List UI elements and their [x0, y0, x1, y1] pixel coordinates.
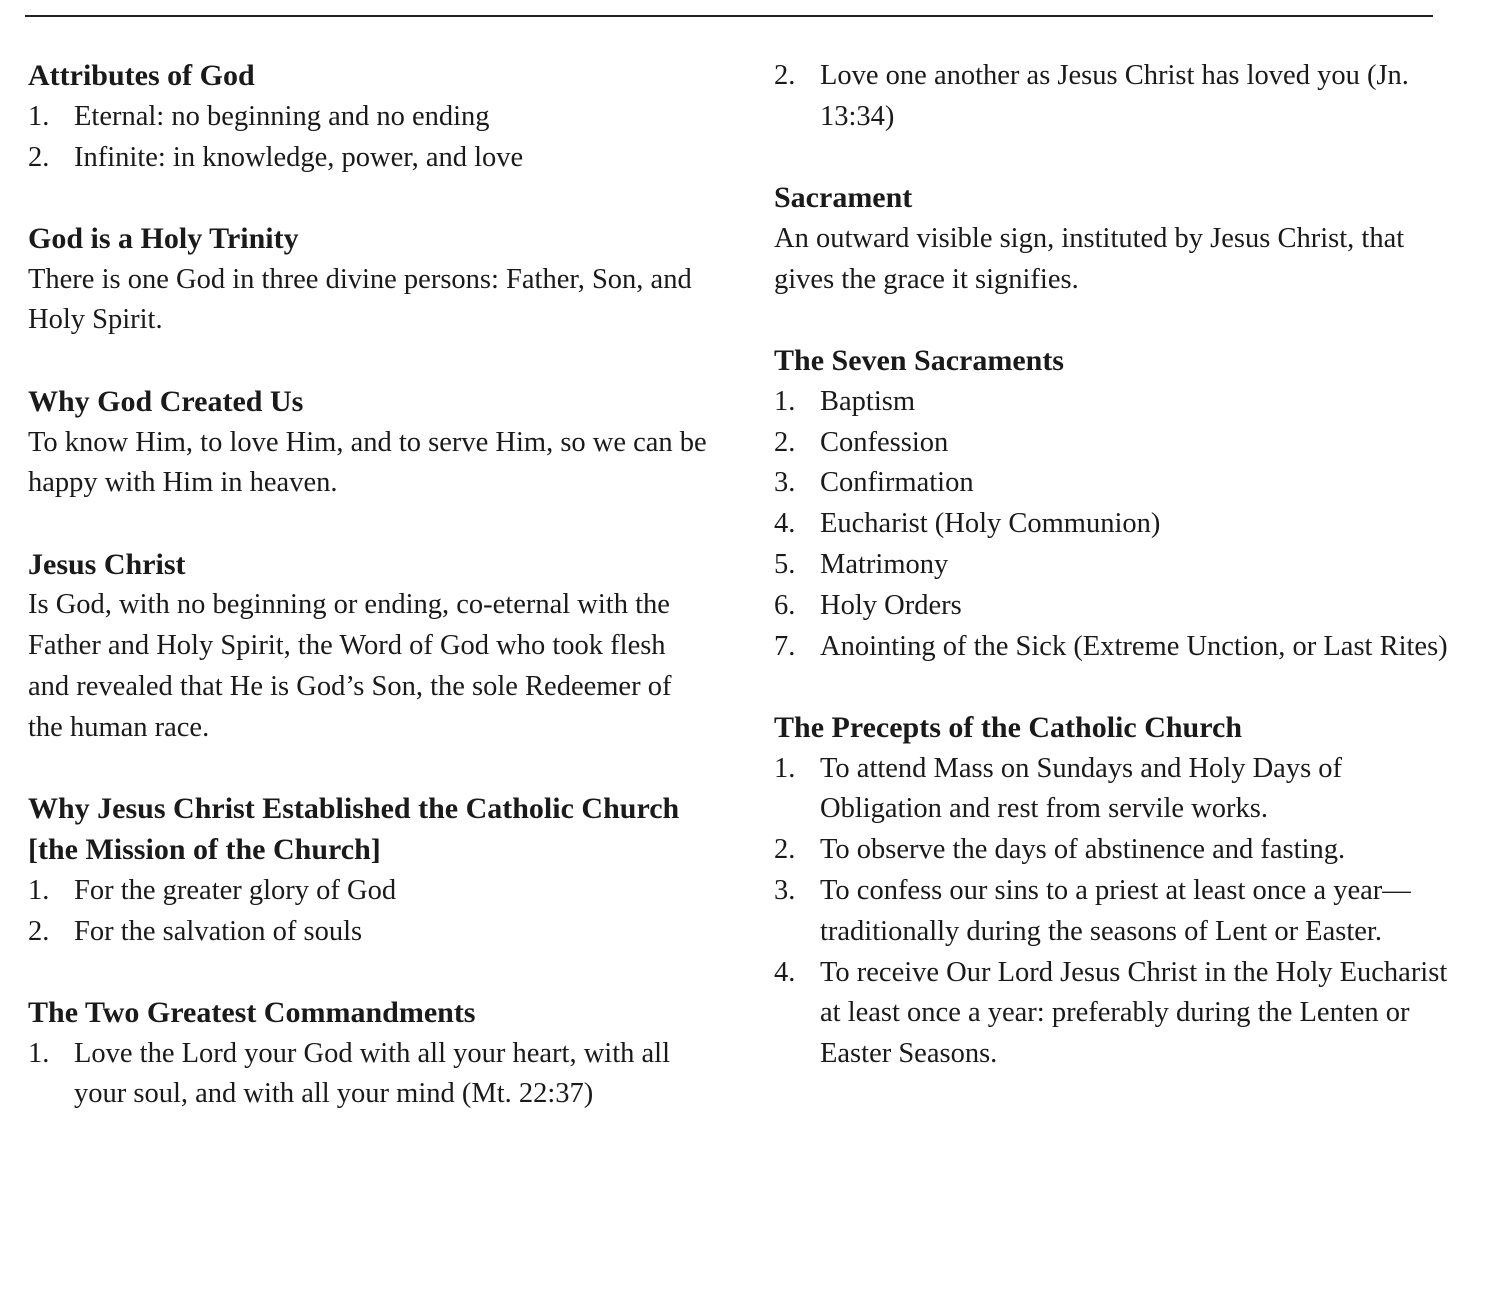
- section-sacrament: [774, 178, 1454, 300]
- list-text: Confession: [820, 426, 949, 458]
- list-text: Infinite: in knowledge, power, and love: [74, 141, 524, 173]
- top-rule: [25, 15, 1433, 17]
- list-text: To receive Our Lord Jesus Christ in the Holy Eucharist at least once a year: preferably during the Lenten or Easter Seasons.: [820, 956, 1448, 1070]
- section-body: To know Him, to love Him, and to serve Him, so we can be happy with Him in heaven.: [28, 426, 707, 499]
- list-text: For the greater glory of God: [74, 874, 397, 906]
- list-number: 2.: [774, 60, 796, 91]
- list-number: 2.: [774, 834, 796, 866]
- list-text: To confess our sins to a priest at least once a year—traditionally during the seasons of Lent or Easter.: [820, 875, 1411, 947]
- numbered-list: [774, 382, 1454, 668]
- section-heading: The Two Greatest Commandments: [28, 995, 476, 1029]
- list-number: 7.: [774, 630, 796, 662]
- section-heading: God is a Holy Trinity: [28, 221, 299, 255]
- section-holy-trinity: [28, 219, 708, 341]
- numbered-list: [774, 56, 1454, 138]
- list-item: [28, 912, 708, 953]
- list-number: 4.: [774, 956, 796, 988]
- section-heading: Why God Created Us: [28, 384, 304, 418]
- section-mission-of-church: [28, 789, 708, 952]
- list-item: [774, 423, 1454, 464]
- list-item: [28, 138, 708, 179]
- list-number: 4.: [774, 508, 796, 540]
- list-number: 1.: [28, 100, 50, 132]
- section-body: An outward visible sign, instituted by Jesus Christ, that gives the grace it signifies.: [774, 222, 1405, 295]
- section-commandments-continued: [774, 56, 1454, 138]
- list-item: [774, 586, 1454, 627]
- right-column: [774, 56, 1454, 1116]
- list-text: Love one another as Jesus Christ has loved you (Jn. 13:34): [820, 60, 1409, 132]
- list-number: 2.: [774, 426, 796, 458]
- list-item: [774, 504, 1454, 545]
- section-heading: Sacrament: [774, 181, 913, 215]
- list-item: [774, 830, 1454, 871]
- list-number: 1.: [774, 752, 796, 784]
- list-text: Eternal: no beginning and no ending: [74, 100, 490, 132]
- list-text: For the salvation of souls: [74, 915, 363, 947]
- list-item: [774, 545, 1454, 586]
- list-item: [774, 871, 1454, 953]
- numbered-list: [774, 749, 1454, 1075]
- list-number: 1.: [28, 874, 50, 906]
- list-item: [28, 871, 708, 912]
- left-column: [28, 56, 708, 1156]
- list-item: [774, 953, 1454, 1075]
- section-seven-sacraments: [774, 341, 1454, 667]
- list-item: [774, 749, 1454, 831]
- list-text: To attend Mass on Sundays and Holy Days of Obligation and rest from servile works.: [820, 752, 1343, 825]
- list-number: 1.: [28, 1037, 50, 1069]
- section-precepts-of-church: [774, 708, 1454, 1075]
- list-text: Anointing of the Sick (Extreme Unction, or Last Rites): [820, 630, 1448, 662]
- list-number: 3.: [774, 467, 796, 499]
- section-heading: The Precepts of the Catholic Church: [774, 710, 1243, 744]
- list-number: 2.: [28, 141, 50, 173]
- list-text: Baptism: [820, 385, 916, 417]
- section-jesus-christ: [28, 545, 708, 749]
- list-number: 3.: [774, 875, 796, 907]
- list-number: 5.: [774, 548, 796, 580]
- list-text: Matrimony: [820, 548, 949, 580]
- list-text: To observe the days of abstinence and fasting.: [820, 834, 1346, 866]
- list-number: 2.: [28, 915, 50, 947]
- section-attributes-of-god: [28, 56, 708, 178]
- list-item: [774, 382, 1454, 423]
- list-number: 1.: [774, 385, 796, 417]
- list-item: [774, 56, 1454, 138]
- list-text: Confirmation: [820, 467, 974, 499]
- section-two-greatest-commandments: [28, 993, 708, 1115]
- list-item: [28, 1034, 708, 1116]
- list-text: Eucharist (Holy Communion): [820, 508, 1161, 540]
- numbered-list: [28, 97, 708, 179]
- list-text: Love the Lord your God with all your heart, with all your soul, and with all your mind (Mt. 22:37): [74, 1037, 670, 1110]
- section-body: There is one God in three divine persons: Father, Son, and Holy Spirit.: [28, 263, 692, 336]
- list-text: Holy Orders: [820, 589, 962, 621]
- section-heading: Attributes of God: [28, 59, 255, 92]
- list-number: 6.: [774, 589, 796, 621]
- section-heading: Jesus Christ: [28, 547, 186, 581]
- section-body: Is God, with no beginning or ending, co-eternal with the Father and Holy Spirit, the Word of God who took flesh and revealed that He is God’s Son, the sole Redeemer of the human race.: [28, 589, 672, 743]
- section-heading: Why Jesus Christ Established the Catholic Church [the Mission of the Church]: [28, 792, 680, 866]
- section-heading: The Seven Sacraments: [774, 343, 1064, 377]
- list-item: [774, 463, 1454, 504]
- section-why-god-created-us: [28, 382, 708, 504]
- numbered-list: [28, 871, 708, 953]
- list-item: [774, 627, 1454, 668]
- numbered-list: [28, 1034, 708, 1116]
- list-item: [28, 97, 708, 138]
